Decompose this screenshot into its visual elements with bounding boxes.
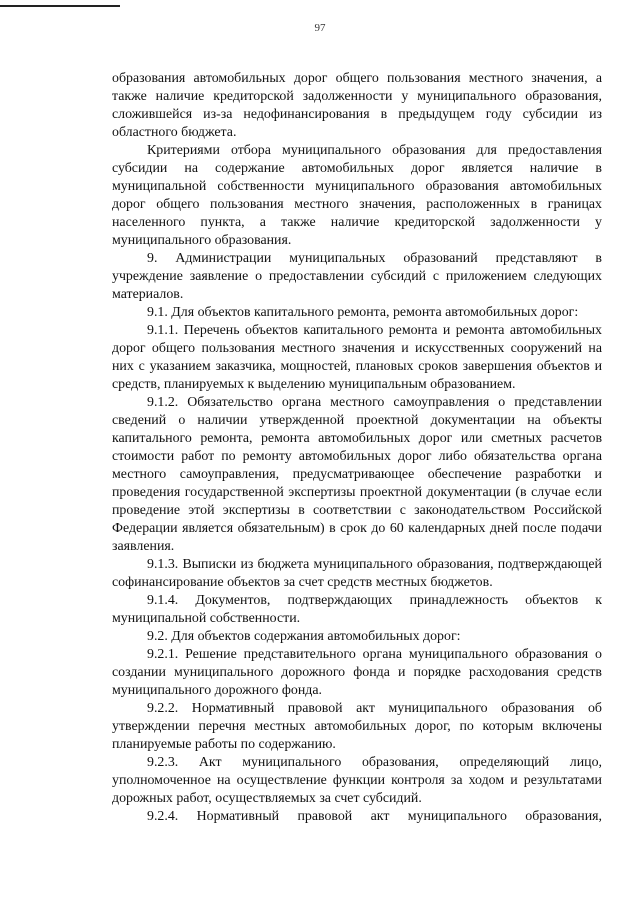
paragraph-9-1: 9.1. Для объектов капитального ремонта, ремонта автомобильных дорог: [147,305,579,320]
paragraph-9-2: 9.2. Для объектов содержания автомобильных дорог: [147,629,461,644]
paragraph-9-1-4: 9.1.4. Документов, подтверждающих принадлежность объектов к муниципальной собственности. [112,593,602,626]
top-rule [0,5,120,7]
paragraph-continuation: образования автомобильных дорог общего пользования местного значения, а также наличие кредиторской задолженности у муниципального образования, сложившейся из-за недофинансирования в предыдущем году субсидии из областного бюджета. [112,71,602,140]
document-body [112,70,602,826]
paragraph-9-1-3: 9.1.3. Выписки из бюджета муниципального образования, подтверждающей софинансирование объектов за счет средств местных бюджетов. [112,557,602,590]
paragraph-9: 9. Администрации муниципальных образований представляют в учреждение заявление о предоставлении субсидий с приложением следующих материалов. [112,251,602,302]
page-number: 97 [314,22,326,34]
paragraph-9-1-2: 9.1.2. Обязательство органа местного самоуправления о представлении сведений о наличии утвержденной проектной документации на объекты капитального ремонта, ремонта автомобильных дорог или сметных расчетов стоимости работ по ремонту автомобильных дорог либо обязательства органа местного самоуправления, предусматривающее обеспечение разработки и проведения государственной экспертизы проектной документации (в случае если проведение этой экспертизы в соответствии с законодательством Российской Федерации является обязательным) в срок до 60 календарных дней после подачи заявления. [112,395,602,554]
paragraph-selection-criteria: Критериями отбора муниципального образования для предоставления субсидии на содержание автомобильных дорог является наличие в муниципальной собственности муниципального образования автомобильных дорог общего пользования местного значения, расположенных в границах населенного пункта, а также наличие кредиторской задолженности у муниципального образования. [112,143,602,248]
paragraph-9-2-4: 9.2.4. Нормативный правовой акт муниципального образования, [147,809,602,824]
paragraph-9-2-3: 9.2.3. Акт муниципального образования, определяющий лицо, уполномоченное на осуществление функции контроля за ходом и результатами дорожных работ, осуществляемых за счет субсидий. [112,755,602,806]
paragraph-9-2-1: 9.2.1. Решение представительного органа муниципального образования о создании муниципального дорожного фонда и порядке расходования средств муниципального дорожного фонда. [112,647,602,698]
paragraph-9-2-2: 9.2.2. Нормативный правовой акт муниципального образования об утверждении перечня местных автомобильных дорог, по которым включены планируемые работы по содержанию. [112,701,602,752]
paragraph-9-1-1: 9.1.1. Перечень объектов капитального ремонта и ремонта автомобильных дорог общего пользования местного значения и искусственных сооружений на них с указанием заказчика, мощностей, плановых сроков завершения объектов и средств, планируемых к выделению муниципальным образованием. [112,323,602,392]
